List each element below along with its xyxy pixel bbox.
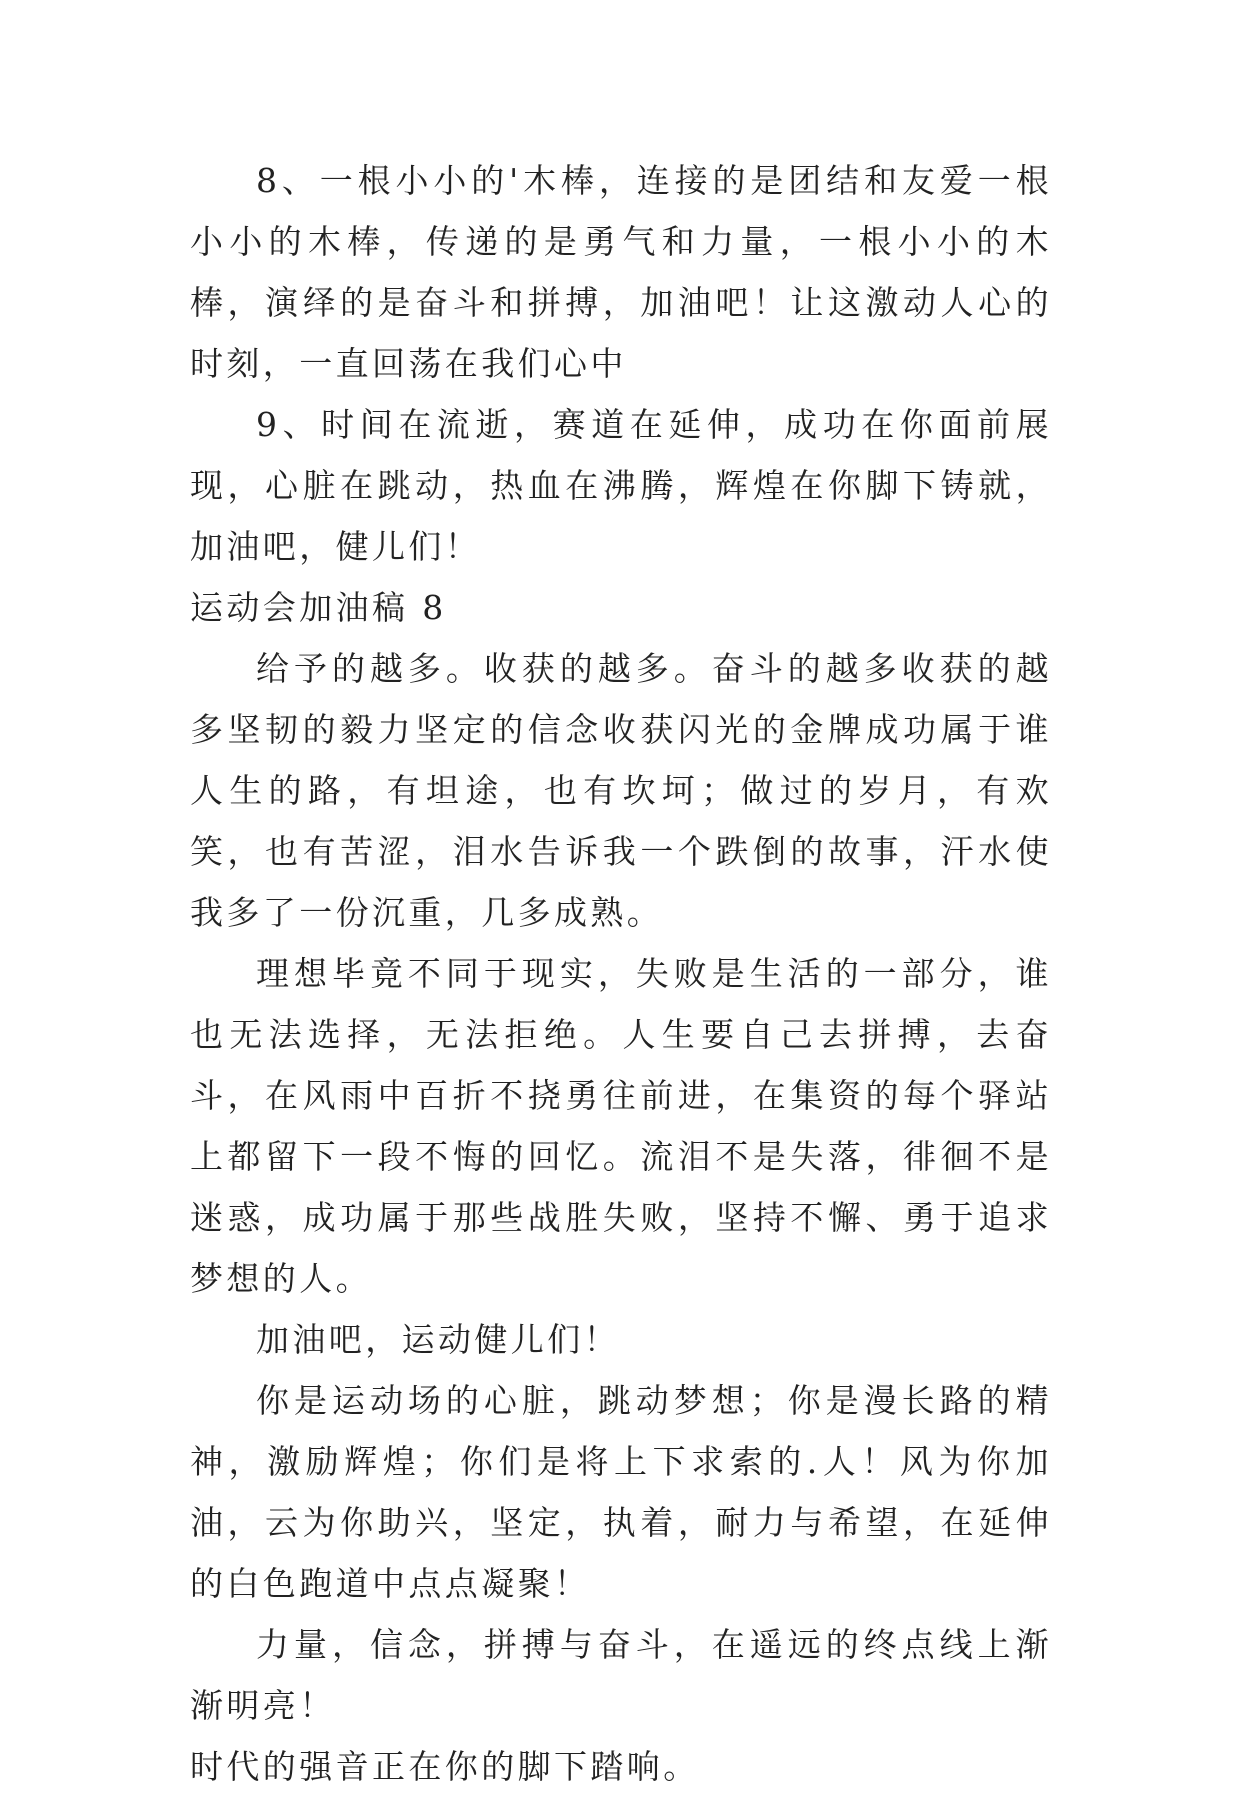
paragraph-strength: 力量，信念，拼搏与奋斗，在遥远的终点线上渐渐明亮！ <box>190 1625 1052 1725</box>
closing-line: 时代的强音正在你的脚下踏响。 <box>190 1747 700 1786</box>
paragraph-ideals: 理想毕竟不同于现实，失败是生活的一部分，谁也无法选择，无法拒绝。人生要自己去拼搏，去奋斗，在风雨中百折不挠勇往前进，在集资的每个驿站上都留下一段不悔的回忆。流泪不是失落，徘徊不是迷惑，成功属于那些战胜失败，坚持不懈、勇于追求梦想的人。 <box>190 954 1052 1298</box>
document-body <box>190 150 1052 1797</box>
paragraph-item-9: 9、时间在流逝，赛道在延伸，成功在你面前展现，心脏在跳动，热血在沸腾，辉煌在你脚下铸就，加油吧，健儿们！ <box>190 405 1052 566</box>
paragraph-heart: 你是运动场的心脏，跳动梦想；你是漫长路的精神，激励辉煌；你们是将上下求索的.人！风为你加油，云为你助兴，坚定，执着，耐力与希望，在延伸的白色跑道中点点凝聚！ <box>190 1381 1052 1603</box>
section-heading: 运动会加油稿 8 <box>190 588 447 627</box>
paragraph-cheer: 加油吧，运动健儿们！ <box>256 1320 620 1359</box>
paragraph-giving: 给予的越多。收获的越多。奋斗的越多收获的越多坚韧的毅力坚定的信念收获闪光的金牌成功属于谁人生的路，有坦途，也有坎坷；做过的岁月，有欢笑，也有苦涩，泪水告诉我一个跌倒的故事，汗水使我多了一份沉重，几多成熟。 <box>190 649 1052 932</box>
paragraph-item-8: 8、一根小小的'木棒，连接的是团结和友爱一根小小的木棒，传递的是勇气和力量，一根小小的木棒，演绎的是奋斗和拼搏，加油吧！让这激动人心的时刻，一直回荡在我们心中 <box>190 161 1052 383</box>
